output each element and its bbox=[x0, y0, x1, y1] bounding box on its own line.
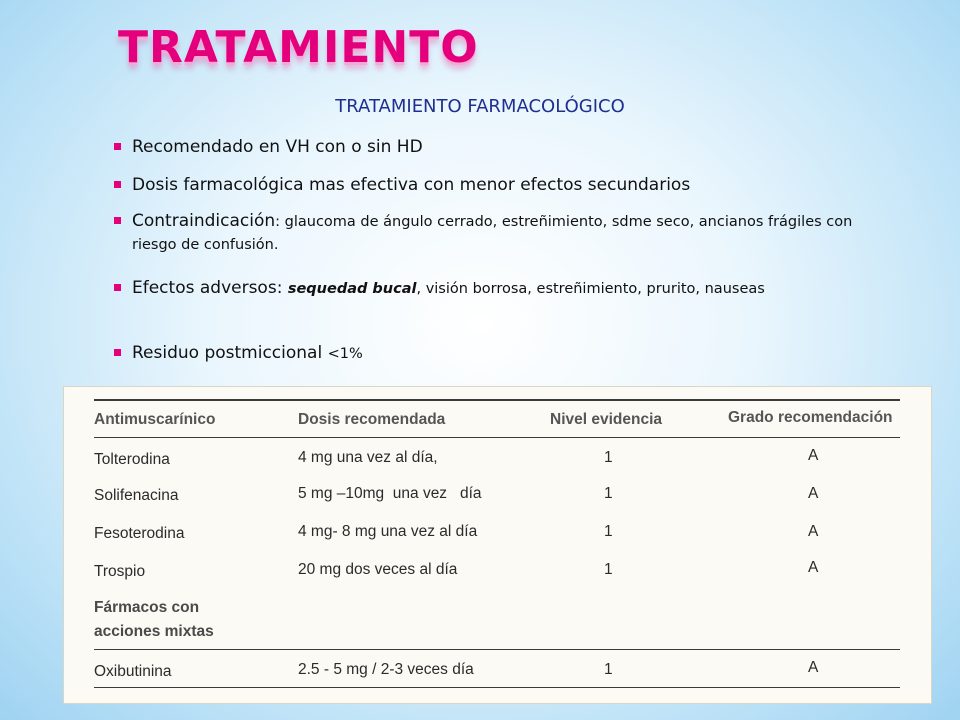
drug-dose: 20 mg dos veces al día bbox=[298, 561, 458, 578]
section-label-mixed-line1: Fármacos con bbox=[94, 599, 200, 616]
bullet-residue bbox=[112, 342, 363, 365]
bullet-dose bbox=[112, 174, 690, 196]
recommendation-grade: A bbox=[808, 659, 819, 676]
evidence-level: 1 bbox=[604, 661, 613, 678]
drug-name: Oxibutinina bbox=[94, 663, 172, 680]
bullet-contraindication bbox=[112, 210, 872, 256]
header-grade: Grado recomendación bbox=[728, 409, 893, 426]
drug-dose: 5 mg –10mg una vez día bbox=[298, 485, 482, 502]
evidence-level: 1 bbox=[604, 449, 613, 466]
recommendation-grade: A bbox=[808, 485, 819, 502]
drug-name: Trospio bbox=[94, 563, 146, 580]
table-top-rule bbox=[94, 399, 900, 401]
medication-table bbox=[63, 386, 932, 704]
bullet-adverse-detail: , visión borrosa, estreñimiento, prurito, nauseas bbox=[416, 281, 765, 297]
drug-name: Solifenacina bbox=[94, 487, 179, 504]
drug-dose: 2.5 - 5 mg / 2-3 veces día bbox=[298, 661, 474, 678]
evidence-level: 1 bbox=[604, 485, 613, 502]
evidence-level: 1 bbox=[604, 561, 613, 578]
bullet-recommended-text: Recomendado en VH con o sin HD bbox=[132, 137, 423, 157]
bullet-contraindication-detail: : glaucoma de ángulo cerrado, estreñimiento, sdme seco, ancianos frágiles con riesgo de confusión. bbox=[132, 214, 853, 253]
header-evidence: Nivel evidencia bbox=[550, 411, 663, 428]
bullet-adverse-label: Efectos adversos: bbox=[132, 278, 288, 298]
recommendation-grade: A bbox=[808, 523, 819, 540]
bullet-adverse-emphasis: sequedad bucal bbox=[287, 281, 417, 297]
header-rule bbox=[94, 437, 900, 438]
bullet-dose-text: Dosis farmacológica mas efectiva con menor efectos secundarios bbox=[132, 175, 691, 195]
slide-title: TRATAMIENTO bbox=[118, 22, 479, 73]
bullet-adverse-effects bbox=[112, 277, 765, 300]
header-antimuscarinic: Antimuscarínico bbox=[94, 411, 216, 428]
section-label-mixed-line2: acciones mixtas bbox=[94, 623, 214, 640]
section-rule bbox=[94, 649, 900, 650]
evidence-level: 1 bbox=[604, 523, 613, 540]
recommendation-grade: A bbox=[808, 447, 819, 464]
drug-dose: 4 mg una vez al día, bbox=[298, 449, 438, 466]
drug-dose: 4 mg- 8 mg una vez al día bbox=[298, 523, 478, 540]
bullet-residue-label: Residuo postmiccional bbox=[132, 343, 328, 363]
bullet-recommended bbox=[112, 136, 423, 158]
recommendation-grade: A bbox=[808, 559, 819, 576]
table-bottom-rule bbox=[94, 687, 900, 688]
header-dose: Dosis recomendada bbox=[298, 411, 446, 428]
bullet-contraindication-label: Contraindicación bbox=[132, 211, 276, 231]
drug-name: Fesoterodina bbox=[94, 525, 185, 542]
drug-name: Tolterodina bbox=[94, 451, 170, 468]
bullet-residue-value: <1% bbox=[327, 346, 363, 362]
slide-subtitle: TRATAMIENTO FARMACOLÓGICO bbox=[335, 96, 625, 117]
